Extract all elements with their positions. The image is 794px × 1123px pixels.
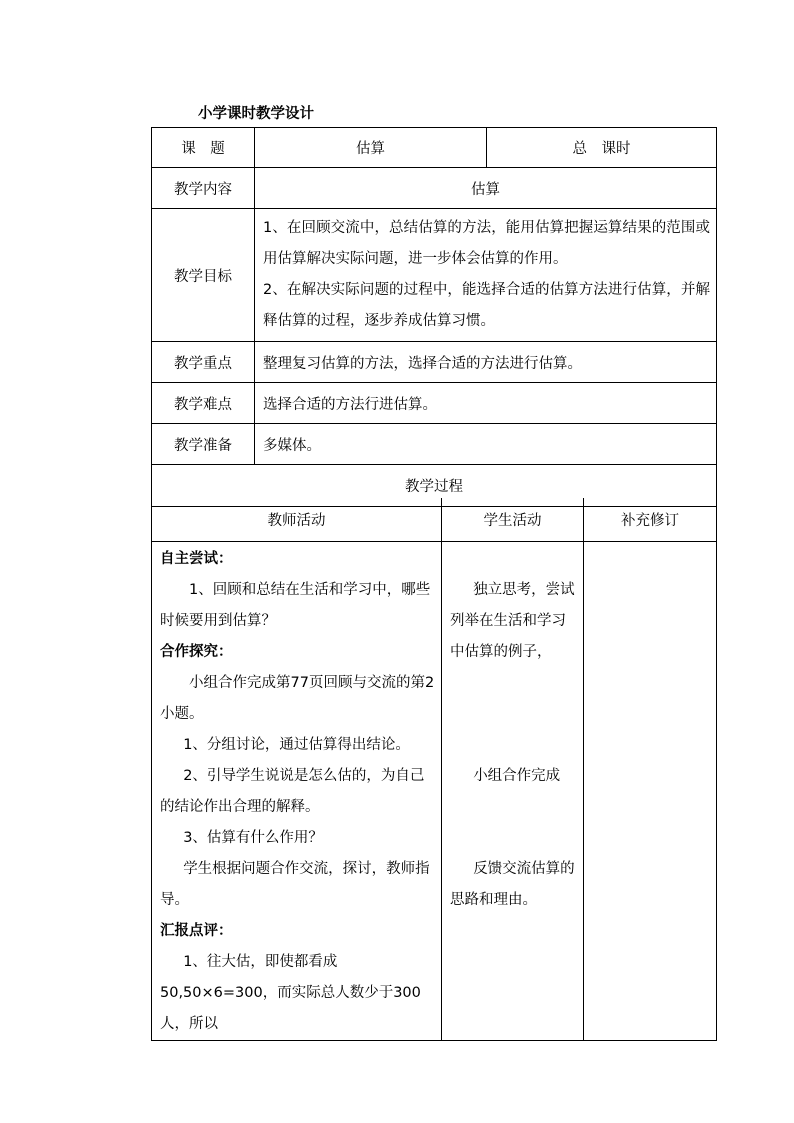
goals-content bbox=[255, 209, 717, 342]
preparation-value: 多媒体。 bbox=[255, 424, 717, 465]
content-label: 教学内容 bbox=[152, 168, 255, 209]
notes-cell bbox=[584, 541, 717, 1040]
topic-label: 课 题 bbox=[152, 128, 255, 168]
notes-header: 补充修订 bbox=[584, 498, 717, 541]
teacher-activity-header: 教师活动 bbox=[152, 498, 442, 541]
content-value: 估算 bbox=[255, 168, 717, 209]
total-lessons-label: 总 课时 bbox=[487, 128, 717, 168]
document-title: 小学课时教学设计 bbox=[198, 106, 314, 122]
student-activity-header: 学生活动 bbox=[442, 498, 584, 541]
difficulty-label: 教学难点 bbox=[152, 383, 255, 424]
teacher-step: 1、回顾和总结在生活和学习中，哪些时候要用到估算？ bbox=[160, 581, 431, 629]
lesson-info-table bbox=[151, 127, 717, 507]
topic-value: 估算 bbox=[255, 128, 487, 168]
student-step: 反馈交流估算的思路和理由。 bbox=[450, 860, 575, 908]
key-point-value: 整理复习估算的方法，选择合适的方法进行估算。 bbox=[255, 342, 717, 383]
teacher-step: 2、引导学生说说是怎么估的，为自己的结论作出合理的解释。 bbox=[160, 767, 425, 815]
process-table bbox=[151, 498, 717, 1041]
teacher-step: 1、分组讨论，通过估算得出结论。 bbox=[183, 736, 410, 753]
goal-item: 2、在解决实际问题的过程中，能选择合适的估算方法进行估算，并解释估算的过程，逐步养成估算习惯。 bbox=[263, 282, 710, 329]
key-point-label: 教学重点 bbox=[152, 342, 255, 383]
section-heading: 合作探究： bbox=[160, 643, 233, 660]
difficulty-value: 选择合适的方法行进估算。 bbox=[255, 383, 717, 424]
section-heading: 汇报点评： bbox=[160, 922, 233, 939]
teacher-step: 1、往大估，即使都看成50,50×6=300，而实际总人数少于300人，所以 bbox=[160, 953, 421, 1032]
teacher-step: 3、估算有什么作用？ bbox=[183, 829, 323, 846]
teacher-activity-cell bbox=[152, 541, 442, 1040]
teacher-step: 学生根据问题合作交流，探讨，教师指导。 bbox=[160, 860, 430, 908]
process-title: 教学过程 bbox=[152, 465, 717, 507]
student-step: 小组合作完成 bbox=[473, 767, 561, 784]
student-activity-cell bbox=[442, 541, 584, 1040]
goal-item: 1、在回顾交流中，总结估算的方法，能用估算把握运算结果的范围或用估算解决实际问题，进一步体会估算的作用。 bbox=[263, 220, 710, 267]
section-heading: 自主尝试： bbox=[160, 550, 233, 567]
preparation-label: 教学准备 bbox=[152, 424, 255, 465]
goals-label: 教学目标 bbox=[152, 209, 255, 342]
student-step: 独立思考，尝试列举在生活和学习中估算的例子， bbox=[450, 581, 575, 660]
teacher-step: 小组合作完成第77页回顾与交流的第2小题。 bbox=[160, 674, 435, 722]
